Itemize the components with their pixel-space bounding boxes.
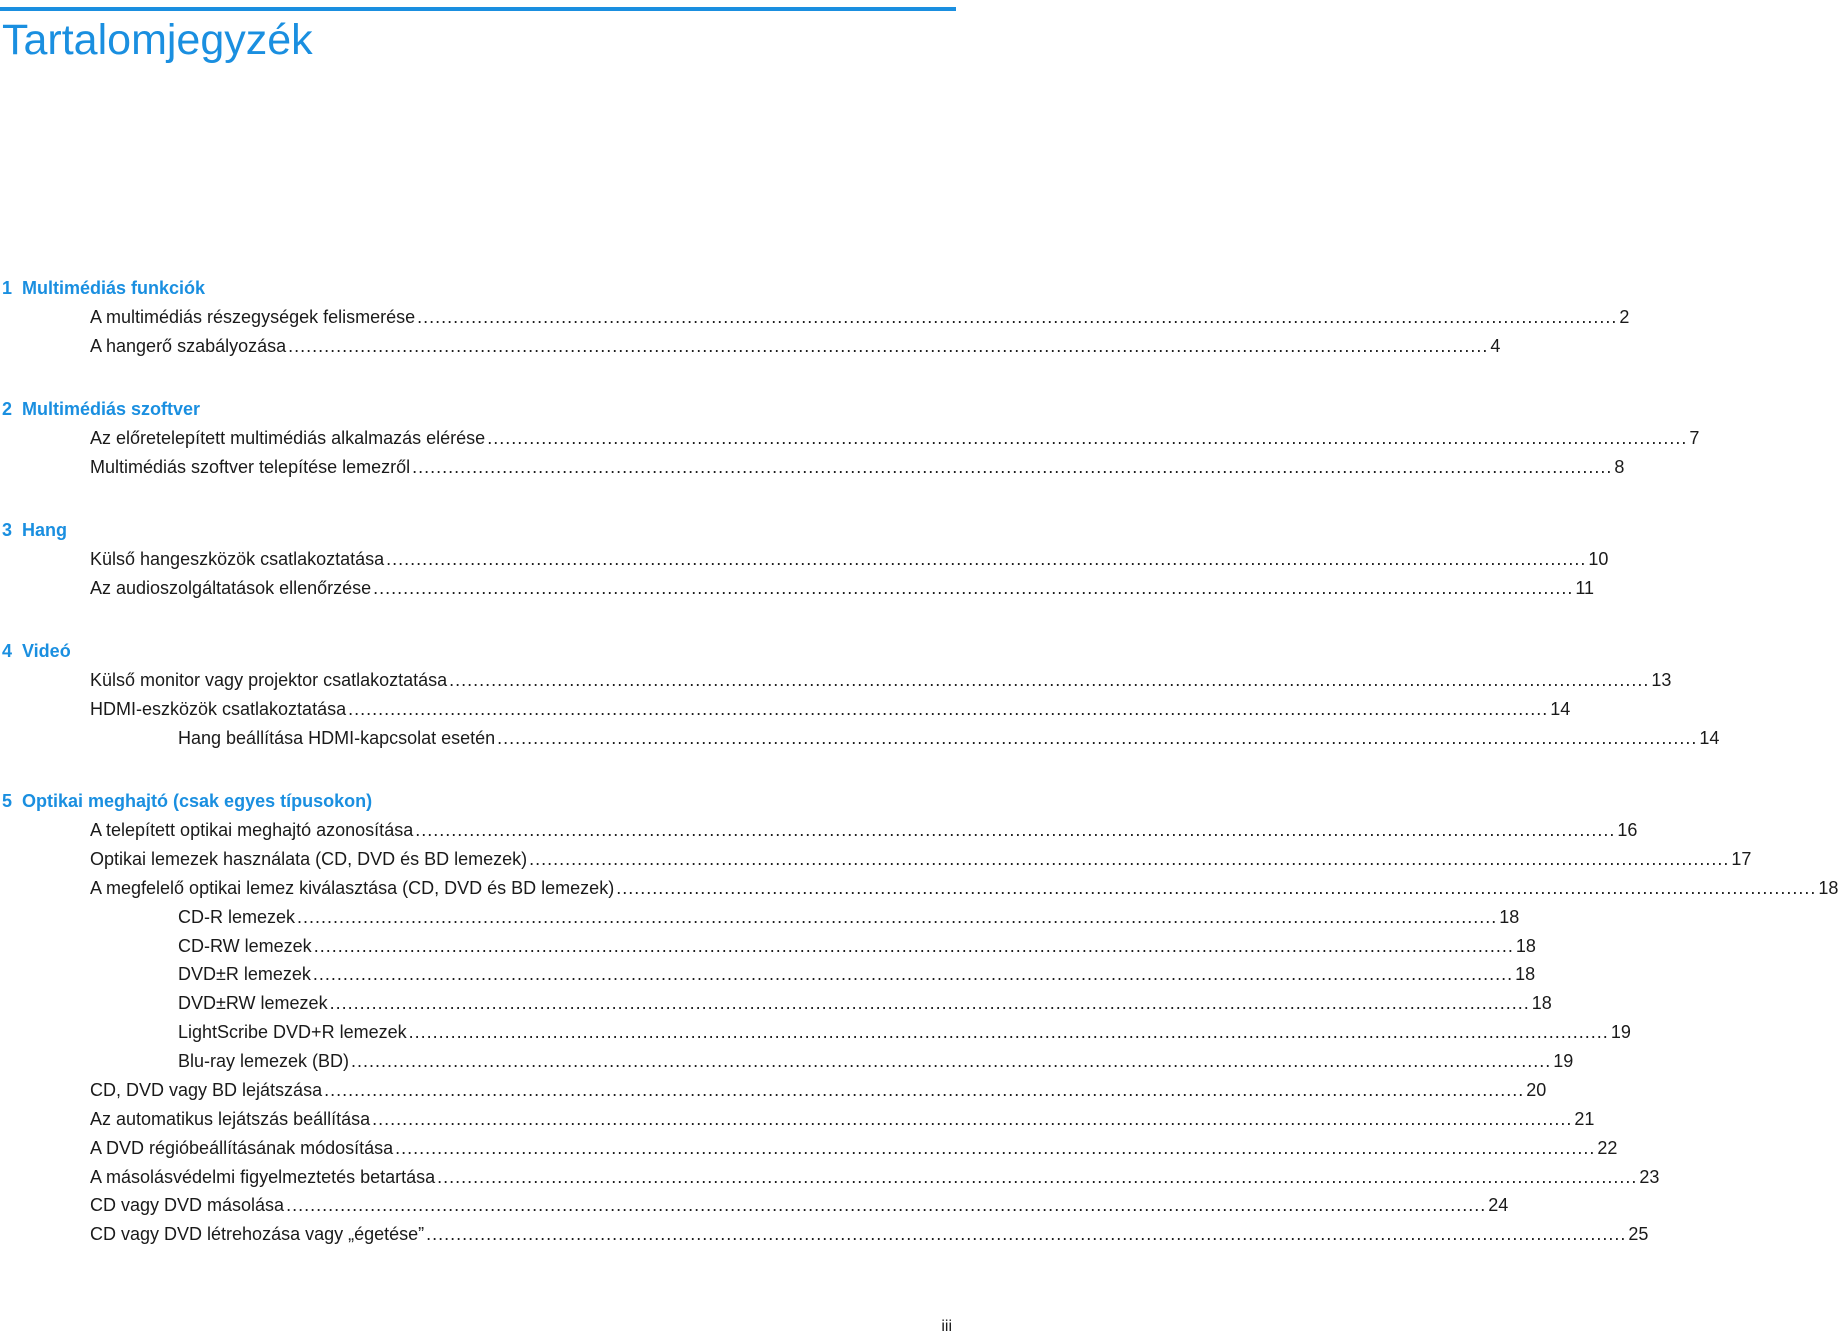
dot-leader: ........................................................................................................................................................................................................ [312,964,1514,984]
toc-entry-label: A multimédiás részegységek felismerése [90,307,416,327]
dot-leader: ........................................................................................................................................................................................................ [437,1167,1638,1187]
dot-leader: ........................................................................................................................................................................................................ [426,1224,1627,1244]
toc-entry[interactable] [90,1079,1547,1101]
chapter-title: Videó [22,641,71,661]
toc-entry-label: CD vagy DVD létrehozása vagy „égetése” [90,1224,425,1244]
dot-leader: ........................................................................................................................................................................................................ [616,878,1817,898]
toc-entry[interactable] [90,335,1501,357]
toc-entry-label: LightScribe DVD+R lemezek [178,1022,407,1042]
chapter-title: Optikai meghajtó (csak egyes típusokon) [22,791,373,811]
toc-entry-label: Blu-ray lemezek (BD) [178,1051,350,1071]
toc-entry-page: 11 [1575,578,1595,598]
chapter-title: Multimédiás funkciók [22,278,206,298]
toc-subentry[interactable] [178,906,1520,928]
toc-entry-label: A telepített optikai meghajtó azonosítása [90,820,414,840]
toc-subentry[interactable] [178,992,1552,1014]
toc-entry-page: 18 [1531,993,1552,1013]
dot-leader: ........................................................................................................................................................................................................ [372,1109,1573,1129]
toc-entry-label: CD-R lemezek [178,907,296,927]
toc-entry-page: 4 [1490,336,1501,356]
toc-subentry[interactable] [178,963,1536,985]
toc-entry-label: Multimédiás szoftver telepítése lemezről [90,457,411,477]
toc-entry-page: 20 [1526,1080,1547,1100]
toc-entry[interactable] [90,819,1638,841]
toc-entry-label: A hangerő szabályozása [90,336,287,356]
chapter-title: Hang [22,520,67,540]
toc-entry-page: 8 [1614,457,1625,477]
dot-leader: ........................................................................................................................................................................................................ [408,1022,1609,1042]
dot-leader: ........................................................................................................................................................................................................ [412,457,1613,477]
toc-entry-page: 2 [1619,307,1630,327]
chapter-title: Multimédiás szoftver [22,399,201,419]
toc-entry[interactable] [90,306,1630,328]
toc-subentry[interactable] [178,727,1720,749]
toc-entry-page: 19 [1553,1051,1574,1071]
toc-entry[interactable] [90,669,1672,691]
toc-entry[interactable] [90,1108,1595,1130]
toc-entry-page: 25 [1628,1224,1649,1244]
toc-entry-page: 7 [1689,428,1700,448]
toc-entry-page: 21 [1574,1109,1595,1129]
toc-entry-label: Külső hangeszközök csatlakoztatása [90,549,385,569]
dot-leader: ........................................................................................................................................................................................................ [286,1195,1487,1215]
toc-entry-label: Az előretelepített multimédiás alkalmazás elérése [90,428,486,448]
toc-entry-label: A megfelelő optikai lemez kiválasztása (CD, DVD és BD lemezek) [90,878,615,898]
toc-entry-page: 18 [1515,936,1536,956]
toc-entry-label: CD vagy DVD másolása [90,1195,285,1215]
dot-leader: ........................................................................................................................................................................................................ [487,428,1688,448]
toc-entry-label: Az automatikus lejátszás beállítása [90,1109,371,1129]
dot-leader: ........................................................................................................................................................................................................ [529,849,1730,869]
toc-subentry[interactable] [178,935,1536,957]
chapter-number: 5 [2,791,13,811]
toc-entry-page: 23 [1639,1167,1660,1187]
toc-entry-label: Az audioszolgáltatások ellenőrzése [90,578,372,598]
toc-entry[interactable] [90,427,1700,449]
toc-entry[interactable] [90,1194,1509,1216]
chapter-number: 1 [2,278,13,298]
chapter-number: 2 [2,399,13,419]
dot-leader: ........................................................................................................................................................................................................ [497,728,1698,748]
toc-entry-page: 14 [1699,728,1720,748]
toc-chapter-4[interactable] [2,640,71,662]
toc-subentry[interactable] [178,1050,1574,1072]
toc-entry-label: Optikai lemezek használata (CD, DVD és BD lemezek) [90,849,528,869]
dot-leader: ........................................................................................................................................................................................................ [329,993,1530,1013]
dot-leader: ........................................................................................................................................................................................................ [417,307,1618,327]
toc-entry-page: 18 [1499,907,1520,927]
toc-entry-page: 22 [1597,1138,1618,1158]
toc-entry-label: A másolásvédelmi figyelmeztetés betartása [90,1167,436,1187]
toc-entry-page: 24 [1488,1195,1509,1215]
toc-entry-page: 18 [1818,878,1838,898]
page-number: iii [941,1318,952,1335]
toc-chapter-2[interactable] [2,398,200,420]
toc-entry-label: CD-RW lemezek [178,936,312,956]
toc-entry-label: HDMI-eszközök csatlakoztatása [90,699,347,719]
toc-entry-page: 14 [1550,699,1571,719]
toc-entry-page: 10 [1588,549,1609,569]
toc-entry[interactable] [90,1223,1649,1245]
toc-entry-label: CD, DVD vagy BD lejátszása [90,1080,323,1100]
toc-chapter-3[interactable] [2,519,67,541]
dot-leader: ........................................................................................................................................................................................................ [386,549,1587,569]
dot-leader: ........................................................................................................................................................................................................ [395,1138,1596,1158]
toc-entry-label: Külső monitor vagy projektor csatlakoztatása [90,670,448,690]
toc-entry[interactable] [90,1166,1660,1188]
dot-leader: ........................................................................................................................................................................................................ [348,699,1549,719]
dot-leader: ........................................................................................................................................................................................................ [373,578,1574,598]
toc-entry-page: 19 [1610,1022,1631,1042]
page-title: Tartalomjegyzék [2,16,313,64]
toc-entry[interactable] [90,877,1838,899]
toc-chapter-5[interactable] [2,790,372,812]
dot-leader: ........................................................................................................................................................................................................ [449,670,1650,690]
toc-entry-page: 17 [1731,849,1752,869]
toc-entry[interactable] [90,548,1609,570]
toc-chapter-1[interactable] [2,277,205,299]
toc-entry-label: DVD±RW lemezek [178,993,328,1013]
toc-entry[interactable] [90,456,1625,478]
toc-entry[interactable] [90,698,1571,720]
toc-entry-label: A DVD régióbeállításának módosítása [90,1138,394,1158]
toc-entry[interactable] [90,848,1752,870]
header-rule [0,7,956,11]
dot-leader: ........................................................................................................................................................................................................ [288,336,1489,356]
toc-entry-label: DVD±R lemezek [178,964,311,984]
toc-entry-page: 13 [1651,670,1672,690]
toc-subentry[interactable] [178,1021,1631,1043]
toc-entry-page: 18 [1515,964,1536,984]
dot-leader: ........................................................................................................................................................................................................ [351,1051,1552,1071]
toc-entry[interactable] [90,1137,1618,1159]
toc-entry[interactable] [90,577,1595,599]
dot-leader: ........................................................................................................................................................................................................ [297,907,1498,927]
toc-entry-label: Hang beállítása HDMI-kapcsolat esetén [178,728,496,748]
toc-entry-page: 16 [1617,820,1638,840]
dot-leader: ........................................................................................................................................................................................................ [324,1080,1525,1100]
chapter-number: 3 [2,520,13,540]
chapter-number: 4 [2,641,13,661]
dot-leader: ........................................................................................................................................................................................................ [415,820,1616,840]
dot-leader: ........................................................................................................................................................................................................ [313,936,1514,956]
